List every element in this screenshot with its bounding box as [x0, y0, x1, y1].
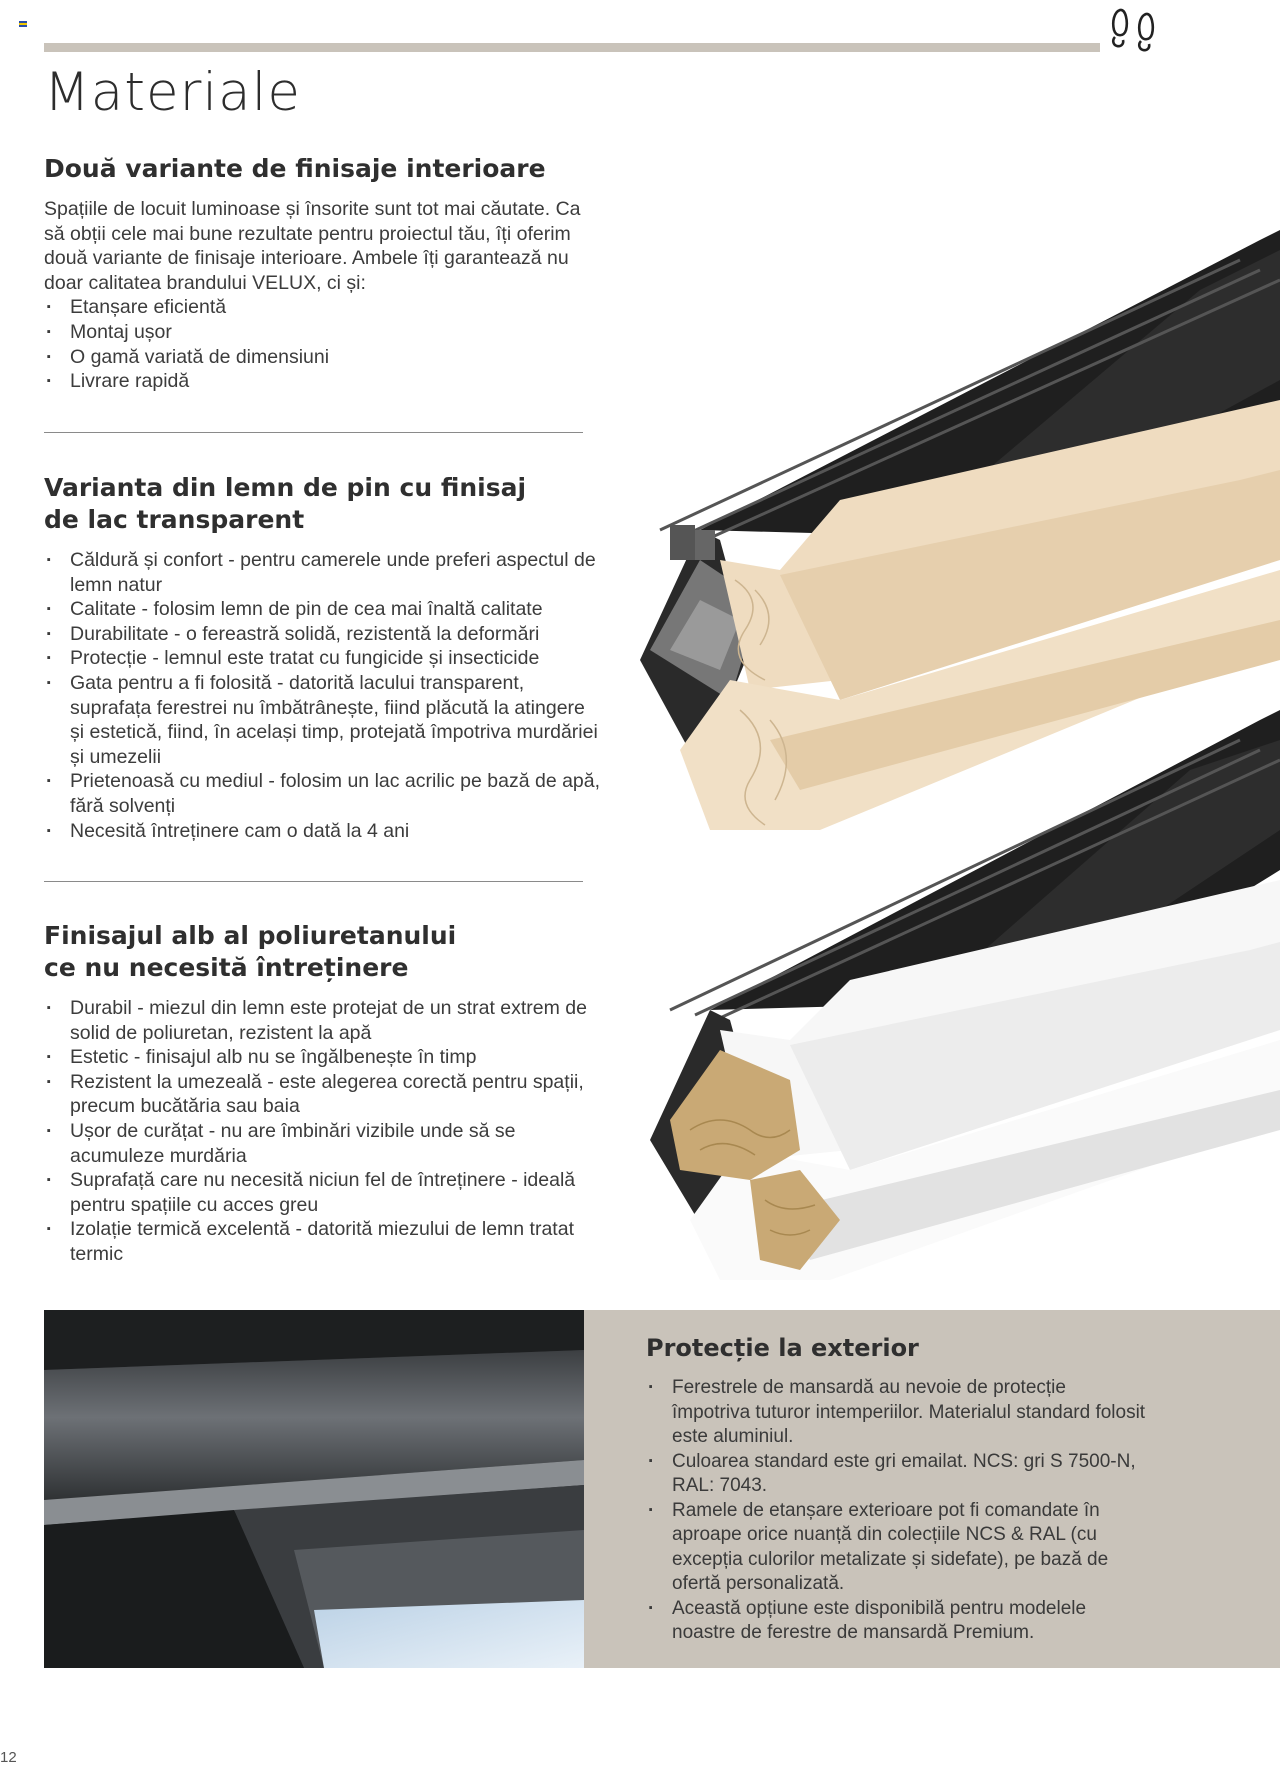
list-item: · Livrare rapidă	[44, 369, 604, 394]
list-item: · O gamă variată de dimensiuni	[44, 345, 604, 370]
pine-title-line2: de lac transparent	[44, 505, 305, 534]
pine-title	[44, 472, 604, 536]
flag-icon	[19, 21, 27, 27]
white-title-line1: Finisajul alb al poliuretanului	[44, 921, 457, 950]
white-title-line2: ce nu necesită întreținere	[44, 953, 409, 982]
intro-bullet-list	[44, 295, 604, 393]
list-item: · Ușor de curățat - nu are îmbinări vizibile unde să se acumuleze murdăria	[44, 1119, 604, 1168]
white-section	[44, 920, 604, 1267]
list-item: · Etanșare eficientă	[44, 295, 604, 320]
list-item: · Culoarea standard este gri emailat. NCS: gri S 7500-N, RAL: 7043.	[646, 1450, 1146, 1499]
list-item: · Calitate - folosim lemn de pin de cea mai înaltă calitate	[44, 597, 604, 622]
list-item: · Această opțiune este disponibilă pentru modelele noastre de ferestre de mansardă Premium.	[646, 1597, 1146, 1646]
page-title: Materiale	[44, 62, 301, 123]
list-item: · Durabilitate - o fereastră solidă, rezistentă la deformări	[44, 622, 604, 647]
divider	[44, 881, 583, 882]
intro-section	[44, 153, 604, 394]
intro-paragraph: Spațiile de locuit luminoase și însorite sunt tot mai căutate. Ca să obții cele mai bune rezultate pentru proiectul tău, îți oferim două variante de finisaje interioare. Ambele îți garantează nu doar calitatea brandului VELUX, ci și:	[44, 198, 581, 294]
pine-bullet-list	[44, 548, 604, 843]
list-item: · Suprafață care nu necesită niciun fel de întreținere - ideală pentru spațiile cu acces greu	[44, 1168, 604, 1217]
list-item: · Estetic - finisajul alb nu se îngălbenește în timp	[44, 1045, 604, 1070]
footsteps-icon	[1106, 4, 1164, 58]
exterior-protection-panel	[584, 1310, 1280, 1668]
exterior-bullet-list	[646, 1376, 1146, 1646]
white-window-profile-image	[650, 680, 1280, 1280]
list-item: · Durabil - miezul din lemn este protejat de un strat extrem de solid de poliuretan, rezistent la apă	[44, 996, 604, 1045]
page-number: 12	[0, 1749, 17, 1766]
white-title	[44, 920, 604, 984]
list-item: · Gata pentru a fi folosită - datorită lacului transparent, suprafața ferestrei nu îmbătrânește, fiind plăcută la atingere și estetică, fiind, în același timp, protejată împotriva murdăriei și umezelii	[44, 671, 604, 769]
list-item: · Prietenoasă cu mediul - folosim un lac acrilic pe bază de apă, fără solvenți	[44, 769, 604, 818]
exterior-flashing-image	[44, 1310, 584, 1668]
list-item: · Ramele de etanșare exterioare pot fi comandate în aproape orice nuanță din colecțiile NCS & RAL (cu excepția culorilor metalizate și sidefate), pe bază de ofertă personalizată.	[646, 1499, 1146, 1597]
exterior-title: Protecție la exterior	[646, 1334, 919, 1362]
divider	[44, 432, 583, 433]
list-item: · Montaj ușor	[44, 320, 604, 345]
white-bullet-list	[44, 996, 604, 1267]
list-item: · Rezistent la umezeală - este alegerea corectă pentru spații, precum bucătăria sau baia	[44, 1070, 604, 1119]
list-item: · Ferestrele de mansardă au nevoie de protecție împotriva tuturor intemperiilor. Materialul standard folosit este aluminiul.	[646, 1376, 1146, 1450]
pine-title-line1: Varianta din lemn de pin cu finisaj	[44, 473, 527, 502]
list-item: · Izolație termică excelentă - datorită miezului de lemn tratat termic	[44, 1217, 604, 1266]
list-item: · Protecție - lemnul este tratat cu fungicide și insecticide	[44, 646, 604, 671]
header-bar	[44, 43, 1100, 52]
intro-title: Două variante de finisaje interioare	[44, 154, 546, 183]
pine-section	[44, 472, 604, 843]
list-item: · Căldură și confort - pentru camerele unde preferi aspectul de lemn natur	[44, 548, 604, 597]
list-item: · Necesită întreținere cam o dată la 4 ani	[44, 819, 604, 844]
